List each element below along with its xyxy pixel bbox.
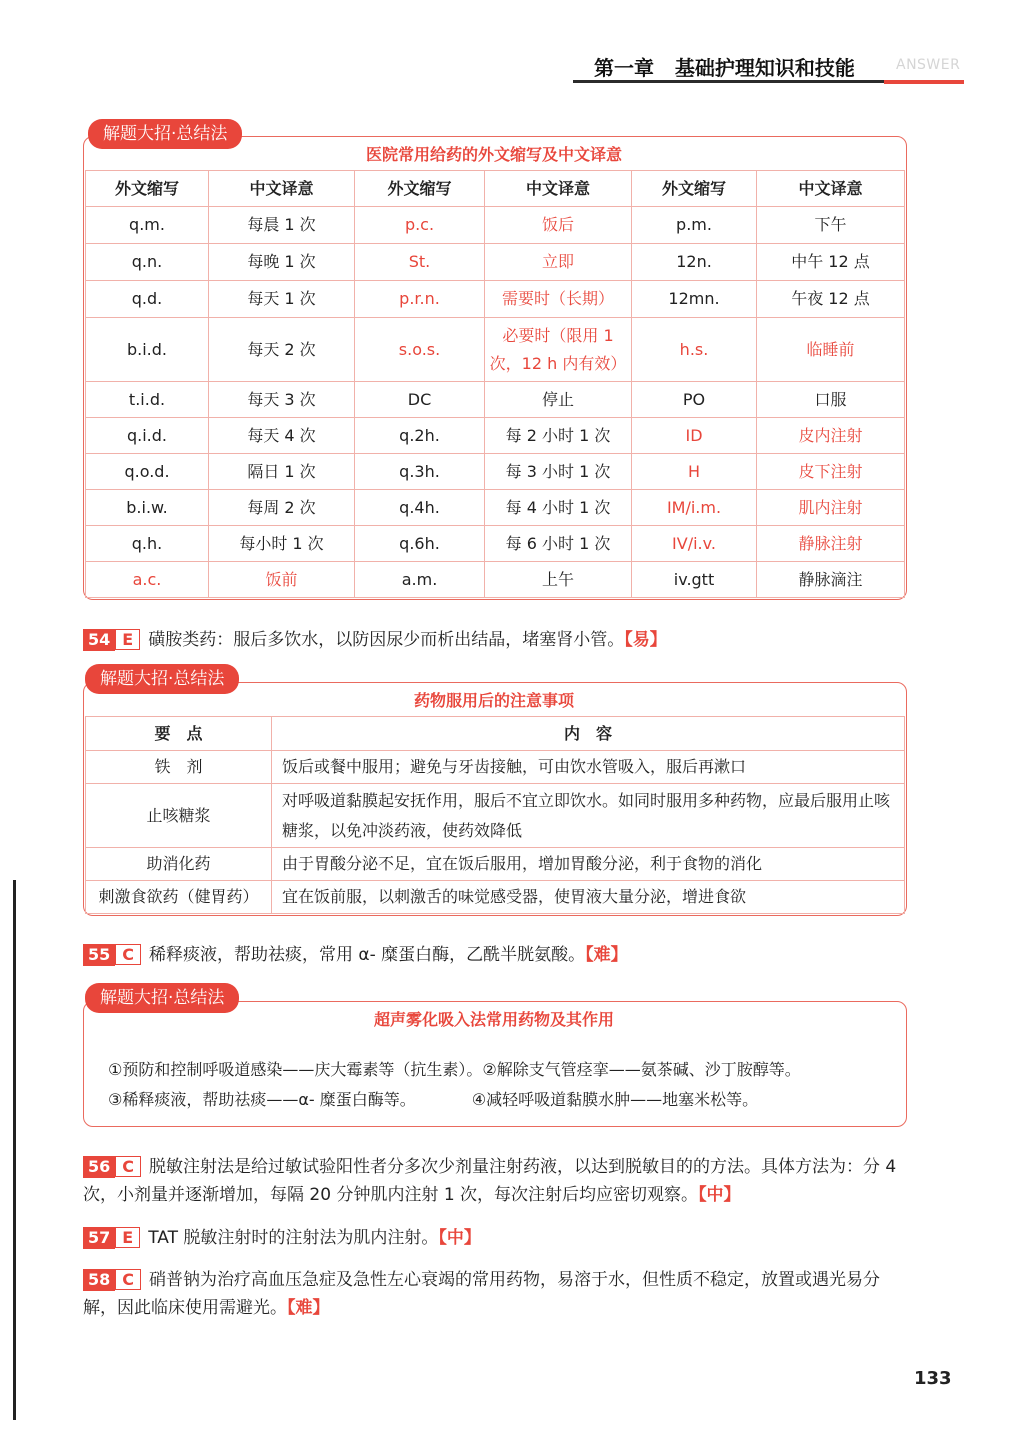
abbrev-cell: q.3h. (355, 454, 485, 490)
abbrev-row (86, 244, 905, 281)
chapter-name: 基础护理知识和技能 (674, 56, 855, 80)
notes-row (86, 751, 905, 784)
answer-57 (83, 1224, 913, 1252)
abbrev-cell: iv.gtt (632, 562, 757, 598)
question-number: 54 (83, 629, 115, 651)
box-tag: 解题大招·总结法 (88, 119, 242, 149)
abbrev-cell: 每 2 小时 1 次 (485, 418, 632, 454)
abbrev-header: 外文缩写 (355, 171, 485, 207)
notes-header: 要 点 (86, 717, 272, 751)
notes-row (86, 881, 905, 914)
scan-edge (13, 880, 16, 1420)
notes-header: 内 容 (272, 717, 905, 751)
abbrev-cell: 隔日 1 次 (209, 454, 355, 490)
abbrev-cell: q.n. (86, 244, 209, 281)
abbrev-cell: 每晚 1 次 (209, 244, 355, 281)
nebulizer-list (108, 1055, 801, 1115)
abbrev-cell: 午夜 12 点 (757, 281, 905, 318)
answer-letter: C (115, 1269, 141, 1290)
abbrev-row (86, 207, 905, 244)
question-number: 57 (83, 1227, 115, 1249)
abbrev-row (86, 418, 905, 454)
answer-58 (83, 1266, 909, 1322)
notes-content: 宜在饭前服，以刺激舌的味觉感受器，使胃液大量分泌，增进食欲 (272, 881, 905, 914)
abbrev-header: 中文译意 (209, 171, 355, 207)
abbrev-cell: 每天 1 次 (209, 281, 355, 318)
abbrev-cell: ID (632, 418, 757, 454)
explanation: 脱敏注射法是给过敏试验阳性者分多次少剂量注射药液，以达到脱敏目的的方法。具体方法为：分 4 次，小剂量并逐渐增加，每隔 20 分钟肌内注射 1 次，每次注射后均应密切观察。 (83, 1157, 897, 1205)
abbrev-cell: 饭前 (209, 562, 355, 598)
abbrev-cell: q.m. (86, 207, 209, 244)
notes-row (86, 784, 905, 848)
page-number: 133 (914, 1368, 952, 1389)
abbrev-cell: b.i.d. (86, 318, 209, 382)
notes-row (86, 848, 905, 881)
abbrev-cell: h.s. (632, 318, 757, 382)
question-number: 55 (83, 944, 115, 966)
abbrev-row (86, 318, 905, 382)
abbrev-cell: 皮内注射 (757, 418, 905, 454)
abbrev-cell: 肌内注射 (757, 490, 905, 526)
difficulty-badge: 【难】 (585, 945, 628, 965)
header-accent-rule (884, 80, 964, 84)
abbrev-cell: IM/i.m. (632, 490, 757, 526)
difficulty-badge: 【中】 (698, 1185, 741, 1205)
chapter-label: 第一章 (594, 56, 654, 80)
difficulty-badge: 【中】 (438, 1228, 481, 1248)
abbrev-header: 中文译意 (485, 171, 632, 207)
difficulty-badge: 【难】 (287, 1298, 330, 1318)
answer-label: ANSWER (896, 57, 961, 73)
box-title: 超声雾化吸入法常用药物及其作用 (373, 1010, 614, 1029)
box-tag: 解题大招·总结法 (85, 664, 239, 694)
abbrev-row (86, 454, 905, 490)
abbrev-cell: p.m. (632, 207, 757, 244)
abbrev-cell: a.c. (86, 562, 209, 598)
answer-letter: C (115, 1156, 141, 1177)
abbrev-cell: 饭后 (485, 207, 632, 244)
abbrev-cell: q.i.d. (86, 418, 209, 454)
abbrev-cell: 静脉滴注 (757, 562, 905, 598)
answer-letter: E (115, 1227, 140, 1248)
abbrev-cell: q.h. (86, 526, 209, 562)
abbrev-cell: 上午 (485, 562, 632, 598)
abbrev-row (86, 562, 905, 598)
answer-letter: E (115, 629, 140, 650)
medication-notes-table (85, 716, 905, 914)
abbrev-cell: s.o.s. (355, 318, 485, 382)
abbrev-cell: q.o.d. (86, 454, 209, 490)
notes-key: 刺激食欲药（健胃药） (86, 881, 272, 914)
abbrev-cell: 中午 12 点 (757, 244, 905, 281)
answer-54 (83, 626, 913, 654)
abbrev-cell: 每晨 1 次 (209, 207, 355, 244)
abbrev-cell: 每 6 小时 1 次 (485, 526, 632, 562)
abbrev-cell: 每天 3 次 (209, 382, 355, 418)
abbrev-cell: St. (355, 244, 485, 281)
abbrev-cell: 12n. (632, 244, 757, 281)
notes-key: 止咳糖浆 (86, 784, 272, 848)
explanation: 硝普钠为治疗高血压急症及急性左心衰竭的常用药物，易溶于水，但性质不稳定，放置或遇光易分解，因此临床使用需避光。 (83, 1270, 881, 1318)
abbrev-cell: PO (632, 382, 757, 418)
abbrev-cell: t.i.d. (86, 382, 209, 418)
question-number: 56 (83, 1156, 115, 1178)
notes-content: 对呼吸道黏膜起安抚作用，服后不宜立即饮水。如同时服用多种药物，应最后服用止咳糖浆，以免冲淡药液，使药效降低 (272, 784, 905, 848)
difficulty-badge: 【易】 (624, 630, 667, 650)
nebulizer-line-2: ③稀释痰液，帮助祛痰——α- 糜蛋白酶等。 ④减轻呼吸道黏膜水肿——地塞米松等。 (108, 1090, 759, 1109)
abbrev-cell: 停止 (485, 382, 632, 418)
box-tag: 解题大招·总结法 (85, 983, 239, 1013)
abbrev-header: 外文缩写 (86, 171, 209, 207)
abbrev-cell: 需要时（长期） (485, 281, 632, 318)
abbrev-cell: IV/i.v. (632, 526, 757, 562)
abbrev-cell: p.r.n. (355, 281, 485, 318)
abbrev-header: 中文译意 (757, 171, 905, 207)
abbrev-cell: 静脉注射 (757, 526, 905, 562)
abbrev-row (86, 490, 905, 526)
header-rule (573, 80, 884, 83)
answer-letter: C (115, 944, 141, 965)
answer-56 (83, 1153, 909, 1209)
abbrev-cell: 每 3 小时 1 次 (485, 454, 632, 490)
notes-content: 由于胃酸分泌不足，宜在饭后服用，增加胃酸分泌，利于食物的消化 (272, 848, 905, 881)
abbrev-cell: 必要时（限用 1 次，12 h 内有效） (485, 318, 632, 382)
abbrev-cell: p.c. (355, 207, 485, 244)
abbrev-header: 外文缩写 (632, 171, 757, 207)
explanation: 磺胺类药：服后多饮水，以防因尿少而析出结晶，堵塞肾小管。 (148, 630, 625, 650)
abbrev-cell: 口服 (757, 382, 905, 418)
notes-content: 饭后或餐中服用；避免与牙齿接触，可由饮水管吸入，服后再漱口 (272, 751, 905, 784)
abbrev-cell: 12mn. (632, 281, 757, 318)
abbrev-cell: 下午 (757, 207, 905, 244)
answer-55 (83, 941, 913, 969)
abbrev-cell: a.m. (355, 562, 485, 598)
abbrev-cell: b.i.w. (86, 490, 209, 526)
abbrev-cell: 临睡前 (757, 318, 905, 382)
explanation: 稀释痰液，帮助祛痰，常用 α- 糜蛋白酶，乙酰半胱氨酸。 (149, 945, 586, 965)
chapter-title (594, 52, 855, 81)
abbrev-cell: q.d. (86, 281, 209, 318)
abbrev-cell: 每小时 1 次 (209, 526, 355, 562)
abbrev-cell: 每 4 小时 1 次 (485, 490, 632, 526)
abbrev-cell: 立即 (485, 244, 632, 281)
notes-key: 助消化药 (86, 848, 272, 881)
abbrev-row (86, 526, 905, 562)
nebulizer-line-1: ①预防和控制呼吸道感染——庆大霉素等（抗生素）。②解除支气管痉挛——氨茶碱、沙丁胺醇等。 (108, 1060, 801, 1079)
box-title: 医院常用给药的外文缩写及中文译意 (365, 145, 622, 164)
abbrev-cell: 每周 2 次 (209, 490, 355, 526)
abbrev-cell: DC (355, 382, 485, 418)
abbrev-cell: q.6h. (355, 526, 485, 562)
abbrev-cell: q.2h. (355, 418, 485, 454)
abbrev-cell: q.4h. (355, 490, 485, 526)
abbrev-cell: 每天 4 次 (209, 418, 355, 454)
abbrev-row (86, 382, 905, 418)
abbrev-cell: 皮下注射 (757, 454, 905, 490)
explanation: TAT 脱敏注射时的注射法为肌内注射。 (148, 1228, 439, 1248)
abbrev-table (85, 170, 905, 598)
abbrev-row (86, 281, 905, 318)
question-number: 58 (83, 1269, 115, 1291)
abbrev-cell: H (632, 454, 757, 490)
notes-key: 铁 剂 (86, 751, 272, 784)
abbrev-cell: 每天 2 次 (209, 318, 355, 382)
box-title: 药物服用后的注意事项 (413, 691, 574, 710)
